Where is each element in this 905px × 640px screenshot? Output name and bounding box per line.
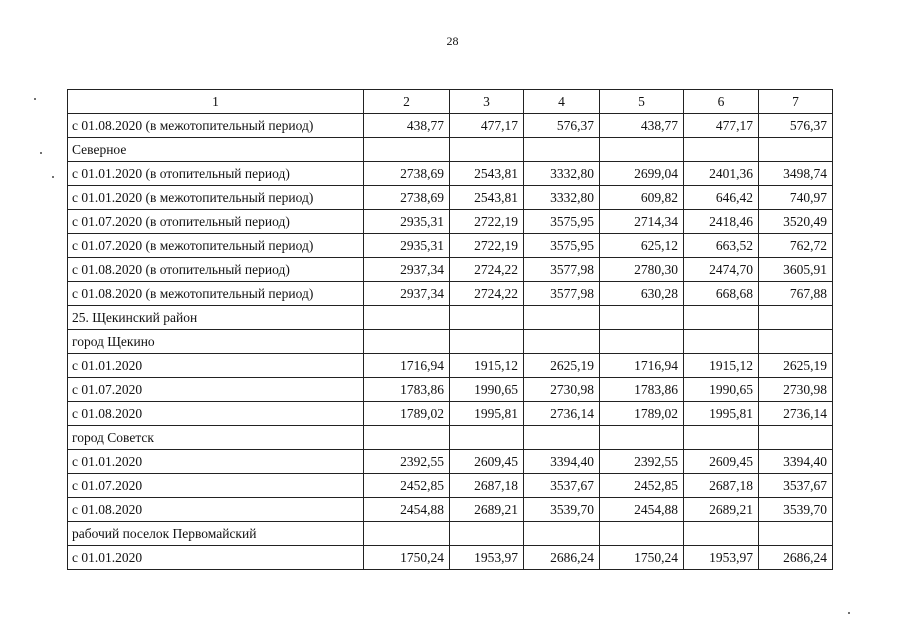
table-row: [68, 354, 833, 378]
row-label: с 01.07.2020: [68, 474, 364, 498]
value-cell: 668,68: [684, 282, 759, 306]
margin-mark: [40, 152, 42, 154]
table-row: [68, 402, 833, 426]
value-cell: 2714,34: [600, 210, 684, 234]
value-cell: 2736,14: [524, 402, 600, 426]
value-cell: 576,37: [524, 114, 600, 138]
value-cell: [600, 306, 684, 330]
value-cell: 1750,24: [600, 546, 684, 570]
header-cell: 6: [684, 90, 759, 114]
value-cell: 2609,45: [450, 450, 524, 474]
value-cell: 3577,98: [524, 282, 600, 306]
value-cell: 2722,19: [450, 234, 524, 258]
row-label: с 01.01.2020: [68, 354, 364, 378]
value-cell: 2543,81: [450, 162, 524, 186]
value-cell: 2686,24: [759, 546, 833, 570]
value-cell: 609,82: [600, 186, 684, 210]
value-cell: 646,42: [684, 186, 759, 210]
value-cell: 1783,86: [364, 378, 450, 402]
table-row: [68, 522, 833, 546]
value-cell: [450, 306, 524, 330]
value-cell: [524, 330, 600, 354]
table-row: [68, 234, 833, 258]
table-row: [68, 114, 833, 138]
value-cell: [600, 426, 684, 450]
value-cell: [600, 138, 684, 162]
value-cell: 2474,70: [684, 258, 759, 282]
table-row: [68, 474, 833, 498]
value-cell: 663,52: [684, 234, 759, 258]
value-cell: [759, 522, 833, 546]
table-row: [68, 450, 833, 474]
row-label: с 01.07.2020 (в отопительный период): [68, 210, 364, 234]
value-cell: 2454,88: [364, 498, 450, 522]
table-row: [68, 138, 833, 162]
header-cell: 7: [759, 90, 833, 114]
value-cell: 3498,74: [759, 162, 833, 186]
value-cell: 2722,19: [450, 210, 524, 234]
value-cell: 630,28: [600, 282, 684, 306]
margin-mark: [34, 98, 36, 100]
value-cell: 1995,81: [684, 402, 759, 426]
table-row: [68, 498, 833, 522]
value-cell: 2625,19: [759, 354, 833, 378]
header-cell: 3: [450, 90, 524, 114]
value-cell: 3332,80: [524, 186, 600, 210]
value-cell: 2937,34: [364, 258, 450, 282]
row-label: с 01.01.2020 (в межотопительный период): [68, 186, 364, 210]
table-row: [68, 306, 833, 330]
value-cell: [450, 522, 524, 546]
row-label: город Советск: [68, 426, 364, 450]
value-cell: 2689,21: [684, 498, 759, 522]
row-label: с 01.08.2020 (в межотопительный период): [68, 282, 364, 306]
value-cell: 1915,12: [450, 354, 524, 378]
value-cell: 1789,02: [600, 402, 684, 426]
value-cell: 2689,21: [450, 498, 524, 522]
value-cell: 2699,04: [600, 162, 684, 186]
value-cell: [759, 306, 833, 330]
row-label: 25. Щекинский район: [68, 306, 364, 330]
value-cell: [364, 306, 450, 330]
value-cell: 3605,91: [759, 258, 833, 282]
row-label: с 01.08.2020: [68, 498, 364, 522]
value-cell: 2401,36: [684, 162, 759, 186]
value-cell: [364, 138, 450, 162]
value-cell: 1953,97: [450, 546, 524, 570]
table-header-row: [68, 90, 833, 114]
value-cell: 2935,31: [364, 234, 450, 258]
value-cell: 2738,69: [364, 186, 450, 210]
value-cell: 2736,14: [759, 402, 833, 426]
value-cell: 2780,30: [600, 258, 684, 282]
value-cell: 438,77: [600, 114, 684, 138]
value-cell: 2687,18: [450, 474, 524, 498]
value-cell: 2724,22: [450, 282, 524, 306]
value-cell: 3394,40: [524, 450, 600, 474]
row-label: с 01.08.2020 (в отопительный период): [68, 258, 364, 282]
value-cell: 625,12: [600, 234, 684, 258]
header-cell: 2: [364, 90, 450, 114]
value-cell: 2392,55: [600, 450, 684, 474]
value-cell: 3539,70: [759, 498, 833, 522]
value-cell: [600, 330, 684, 354]
table-row: [68, 378, 833, 402]
row-label: с 01.07.2020: [68, 378, 364, 402]
value-cell: 477,17: [450, 114, 524, 138]
table-row: [68, 546, 833, 570]
header-cell: 4: [524, 90, 600, 114]
value-cell: 2625,19: [524, 354, 600, 378]
value-cell: 3394,40: [759, 450, 833, 474]
value-cell: 2687,18: [684, 474, 759, 498]
value-cell: 2609,45: [684, 450, 759, 474]
margin-mark: [848, 612, 850, 614]
row-label: город Щекино: [68, 330, 364, 354]
value-cell: [684, 138, 759, 162]
value-cell: [684, 522, 759, 546]
value-cell: 477,17: [684, 114, 759, 138]
row-label: с 01.01.2020 (в отопительный период): [68, 162, 364, 186]
value-cell: [600, 522, 684, 546]
table-row: [68, 258, 833, 282]
value-cell: 2935,31: [364, 210, 450, 234]
value-cell: [759, 138, 833, 162]
value-cell: 1990,65: [684, 378, 759, 402]
table-row: [68, 282, 833, 306]
value-cell: 576,37: [759, 114, 833, 138]
value-cell: [684, 306, 759, 330]
value-cell: 762,72: [759, 234, 833, 258]
value-cell: 767,88: [759, 282, 833, 306]
value-cell: 2452,85: [364, 474, 450, 498]
row-label: с 01.08.2020: [68, 402, 364, 426]
value-cell: 3575,95: [524, 234, 600, 258]
value-cell: 3332,80: [524, 162, 600, 186]
row-label: с 01.01.2020: [68, 546, 364, 570]
value-cell: 3577,98: [524, 258, 600, 282]
value-cell: 1990,65: [450, 378, 524, 402]
value-cell: [450, 138, 524, 162]
value-cell: 2454,88: [600, 498, 684, 522]
value-cell: [524, 138, 600, 162]
value-cell: 1915,12: [684, 354, 759, 378]
value-cell: [364, 330, 450, 354]
header-cell: 5: [600, 90, 684, 114]
value-cell: [759, 330, 833, 354]
value-cell: 3537,67: [759, 474, 833, 498]
header-cell: 1: [68, 90, 364, 114]
table-row: [68, 426, 833, 450]
value-cell: 1716,94: [600, 354, 684, 378]
value-cell: [684, 426, 759, 450]
row-label: Северное: [68, 138, 364, 162]
value-cell: 2937,34: [364, 282, 450, 306]
value-cell: 2738,69: [364, 162, 450, 186]
value-cell: 1995,81: [450, 402, 524, 426]
table-row: [68, 162, 833, 186]
value-cell: 2730,98: [524, 378, 600, 402]
value-cell: 1783,86: [600, 378, 684, 402]
value-cell: 438,77: [364, 114, 450, 138]
row-label: с 01.07.2020 (в межотопительный период): [68, 234, 364, 258]
value-cell: 2724,22: [450, 258, 524, 282]
value-cell: [450, 426, 524, 450]
value-cell: 3520,49: [759, 210, 833, 234]
row-label: с 01.01.2020: [68, 450, 364, 474]
value-cell: [364, 522, 450, 546]
value-cell: 3539,70: [524, 498, 600, 522]
row-label: рабочий поселок Первомайский: [68, 522, 364, 546]
value-cell: 740,97: [759, 186, 833, 210]
value-cell: [759, 426, 833, 450]
value-cell: 2686,24: [524, 546, 600, 570]
value-cell: 2452,85: [600, 474, 684, 498]
table-row: [68, 330, 833, 354]
value-cell: 1789,02: [364, 402, 450, 426]
value-cell: 2418,46: [684, 210, 759, 234]
value-cell: 1750,24: [364, 546, 450, 570]
table-row: [68, 210, 833, 234]
table-row: [68, 186, 833, 210]
value-cell: [524, 522, 600, 546]
value-cell: 3575,95: [524, 210, 600, 234]
value-cell: 3537,67: [524, 474, 600, 498]
value-cell: [364, 426, 450, 450]
value-cell: [450, 330, 524, 354]
value-cell: 2392,55: [364, 450, 450, 474]
value-cell: [524, 426, 600, 450]
row-label: с 01.08.2020 (в межотопительный период): [68, 114, 364, 138]
page-number: 28: [446, 34, 459, 48]
value-cell: [524, 306, 600, 330]
value-cell: 2730,98: [759, 378, 833, 402]
value-cell: 1716,94: [364, 354, 450, 378]
tariff-table: [67, 89, 833, 570]
value-cell: 2543,81: [450, 186, 524, 210]
value-cell: [684, 330, 759, 354]
margin-mark: [52, 176, 54, 178]
value-cell: 1953,97: [684, 546, 759, 570]
